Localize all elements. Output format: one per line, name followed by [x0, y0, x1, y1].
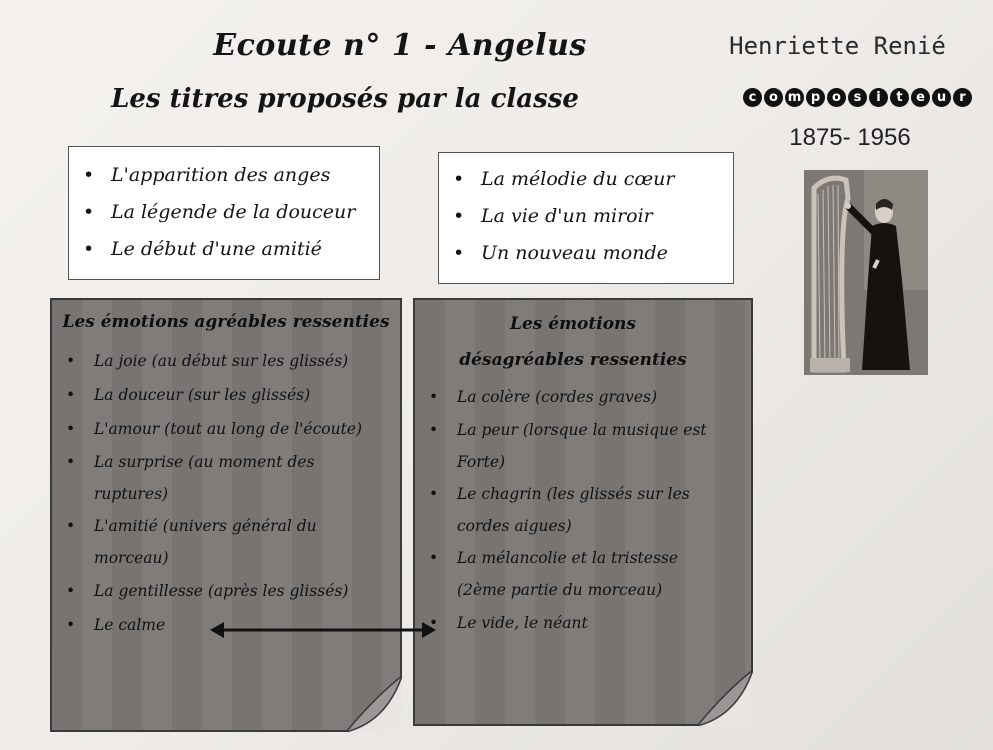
list-item: • Le calme: [52, 608, 400, 642]
badge-letter: o: [764, 88, 783, 107]
list-item: • Le vide, le néant: [415, 606, 751, 640]
list-item: • La colère (cordes graves): [415, 380, 751, 414]
list-item: • La joie (au début sur les glissés): [52, 344, 400, 378]
double-arrow-icon: [208, 618, 438, 642]
page-title: Ecoute n° 1 - Angelus: [213, 28, 587, 63]
unpleasant-emotions-note: [413, 298, 753, 726]
composer-name: Henriette Renié: [729, 32, 946, 60]
composer-badge: [735, 84, 980, 110]
list-item: • La surprise (au moment des ruptures): [52, 446, 400, 510]
pleasant-emotions-note: [50, 298, 402, 732]
list-item: • L'amitié (univers général du morceau): [52, 510, 400, 574]
badge-letter: s: [848, 88, 867, 107]
list-item: • Un nouveau monde: [439, 235, 733, 272]
badge-letter: c: [743, 88, 762, 107]
badge-letter: e: [911, 88, 930, 107]
list-item: • La mélancolie et la tristesse (2ème partie du morceau): [415, 542, 751, 606]
unpleasant-heading: Les émotions désagréables ressenties: [459, 314, 687, 370]
list-item: • La douceur (sur les glissés): [52, 378, 400, 412]
page-curl-icon: [697, 670, 753, 726]
badge-letter: u: [932, 88, 951, 107]
list-item: • La légende de la douceur: [69, 194, 379, 231]
titles-box-left: [68, 146, 380, 280]
badge-letter: o: [827, 88, 846, 107]
composer-photo: [804, 170, 928, 375]
badge-letter: r: [953, 88, 972, 107]
list-item: • La peur (lorsque la musique est Forte): [415, 414, 751, 478]
list-item: • La mélodie du cœur: [439, 161, 733, 198]
composer-years: 1875- 1956: [789, 124, 911, 151]
list-item: • L'apparition des anges: [69, 157, 379, 194]
page-curl-icon: [346, 676, 402, 732]
page-subtitle: Les titres proposés par la classe: [111, 84, 579, 114]
badge-letter: i: [869, 88, 888, 107]
titles-box-right: [438, 152, 734, 284]
badge-letter: t: [890, 88, 909, 107]
pleasant-heading: Les émotions agréables ressenties: [62, 312, 390, 332]
list-item: • La gentillesse (après les glissés): [52, 574, 400, 608]
badge-letter: m: [785, 88, 804, 107]
badge-letter: p: [806, 88, 825, 107]
list-item: • La vie d'un miroir: [439, 198, 733, 235]
list-item: • Le début d'une amitié: [69, 231, 379, 268]
list-item: • Le chagrin (les glissés sur les cordes aigues): [415, 478, 751, 542]
harpist-image: [804, 170, 928, 375]
list-item: • L'amour (tout au long de l'écoute): [52, 412, 400, 446]
